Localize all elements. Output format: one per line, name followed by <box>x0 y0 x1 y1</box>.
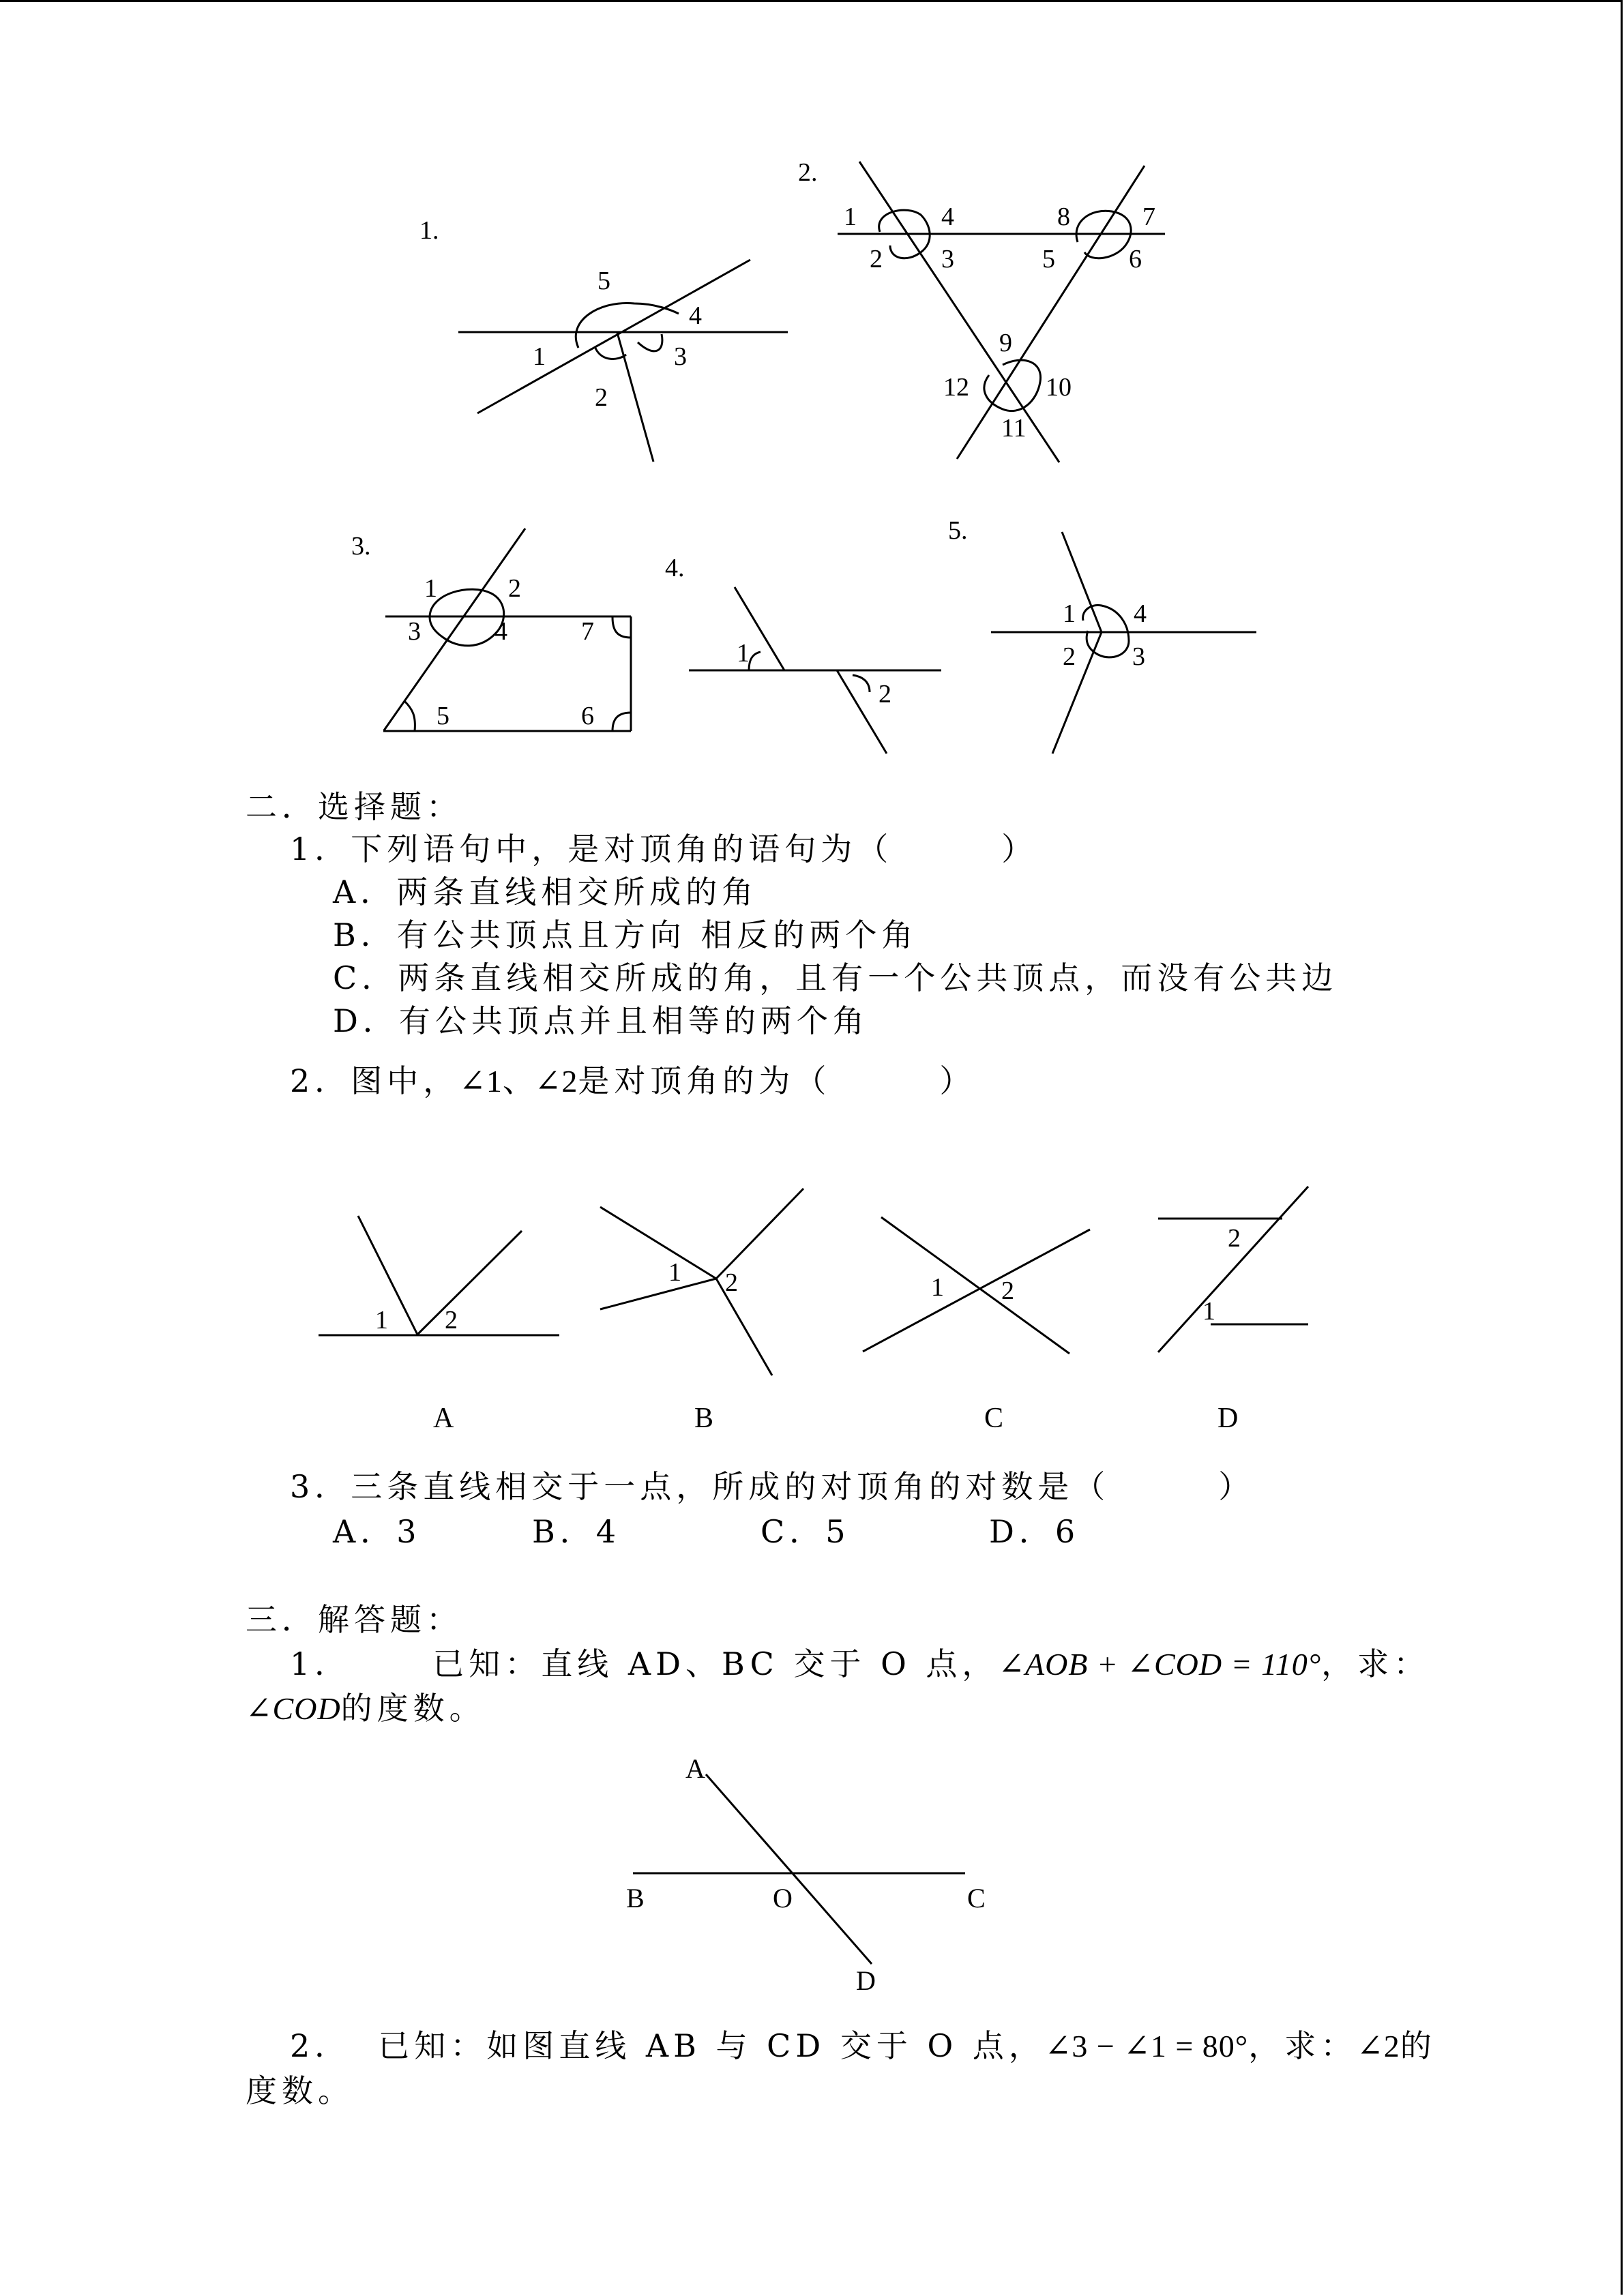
q2-a-label-1: 1 <box>375 1306 388 1335</box>
q2-a-ray-right <box>417 1231 522 1335</box>
s3-q1-label-o: O <box>773 1883 793 1913</box>
s3-q1-line2-math: ∠COD <box>246 1691 341 1726</box>
figure-3-label-3: 3 <box>408 617 421 646</box>
figure-1-ray <box>617 333 653 462</box>
figure-5-label-3: 3 <box>1132 642 1145 671</box>
s3-q1-label-c: C <box>967 1883 986 1913</box>
figure-2-label-4: 4 <box>941 203 954 231</box>
s3-q2-text-a: 已知：如图直线 AB 与 CD 交于 O 点， <box>378 2027 1045 2064</box>
figure-1-arc-3 <box>638 334 662 351</box>
figure-4-label-1: 1 <box>737 639 750 668</box>
figure-4-arc-2 <box>853 675 870 692</box>
s3-q1-text-a: 已知：直线 AD、BC 交于 O 点， <box>432 1645 999 1682</box>
s3-q1-label-b: B <box>626 1883 645 1913</box>
figure-5-number: 5. <box>948 516 968 545</box>
figure-2-label-3: 3 <box>941 245 954 273</box>
figure-3-label-6: 6 <box>581 702 594 730</box>
figure-1-label-5: 5 <box>597 267 610 295</box>
figure-2-number: 2. <box>798 158 818 187</box>
s3-q1-text-b: ，求： <box>1321 1645 1430 1682</box>
figure-2-arc-bottom <box>984 360 1041 411</box>
figure-3-label-4: 4 <box>494 617 507 646</box>
s3-q1-math: ∠AOB + ∠COD = 110° <box>998 1647 1322 1682</box>
figure-3-number: 3. <box>351 532 371 561</box>
s3-q1-label-a: A <box>685 1753 705 1784</box>
q3-option-b: B．4 <box>532 1513 621 1550</box>
s3-q1-label-d: D <box>856 1965 876 1996</box>
q2-d-label-1: 1 <box>1202 1297 1215 1326</box>
section3-heading: 三．解答题： <box>246 1601 462 1638</box>
figure-2-label-12: 12 <box>943 373 969 402</box>
q2-figure-c <box>863 1217 1090 1434</box>
q2-figure-d <box>1158 1187 1308 1434</box>
s3-q2-line1 <box>290 2027 1436 2064</box>
figure-2-label-5: 5 <box>1042 245 1055 273</box>
q2-stem-math: ∠1、∠2 <box>459 1064 578 1099</box>
figure-3-arc-7 <box>612 617 631 638</box>
q1-option-b: B．有公共顶点且方向 相反的两个角 <box>333 916 918 953</box>
figure-3-arc-5 <box>404 701 415 731</box>
figure-2-line-right <box>957 166 1145 459</box>
s3-q1-line-ad <box>706 1774 872 1964</box>
s3-q2-number: 2． <box>290 2027 351 2064</box>
s3-q2-math: ∠3 − ∠1 = 80° <box>1044 2029 1249 2063</box>
figure-2-label-6: 6 <box>1129 245 1142 273</box>
figure-4-arc-1 <box>749 652 761 670</box>
s3-q1-line2-text: 的度数。 <box>340 1690 486 1727</box>
figure-3-arc-intersection <box>430 589 504 646</box>
s3-q2-text-c: 的 <box>1400 2027 1436 2064</box>
q2-stem <box>290 1062 976 1099</box>
q2-figure-a <box>319 1216 559 1434</box>
figure-2-label-2: 2 <box>870 245 883 273</box>
figure-1-line-oblique <box>477 260 750 413</box>
s3-q2-line2: 度数。 <box>246 2072 354 2109</box>
q2-stem-suffix: 是对顶角的为（ ） <box>578 1062 976 1099</box>
q1-stem: 1．下列语句中，是对顶角的语句为（ ） <box>290 831 1038 867</box>
figure-2-label-11: 11 <box>1001 414 1027 443</box>
q2-d-line-oblique <box>1158 1187 1308 1352</box>
s3-q1-line1 <box>290 1645 1430 1682</box>
figure-1 <box>419 216 788 462</box>
q2-stem-prefix: 2．图中， <box>290 1062 460 1099</box>
figure-3 <box>351 528 631 731</box>
figure-1-label-1: 1 <box>533 342 546 371</box>
figure-2-label-9: 9 <box>999 329 1012 357</box>
q3-stem: 3．三条直线相交于一点，所成的对顶角的对数是（ ） <box>290 1468 1255 1505</box>
figure-2-label-1: 1 <box>844 203 857 231</box>
figure-5-label-2: 2 <box>1063 642 1076 671</box>
q2-b-label-2: 2 <box>725 1268 738 1297</box>
q2-c-line-1 <box>881 1217 1069 1354</box>
q2-d-label-2: 2 <box>1228 1224 1241 1253</box>
q3-option-d: D．6 <box>989 1513 1080 1550</box>
figure-4-number: 4. <box>665 554 685 582</box>
s3-q2-math2: ∠2 <box>1357 2029 1400 2063</box>
figure-2-label-7: 7 <box>1142 203 1155 231</box>
q2-c-line-2 <box>863 1229 1090 1352</box>
figure-1-number: 1. <box>419 216 439 245</box>
figure-3-label-5: 5 <box>437 702 449 730</box>
q1-option-a: A．两条直线相交所成的角 <box>333 874 758 910</box>
figure-5 <box>948 516 1256 754</box>
s3-q1-line2 <box>246 1690 486 1727</box>
q2-a-choice-label: A <box>433 1403 454 1434</box>
figure-1-label-3: 3 <box>674 342 687 371</box>
figure-2-label-8: 8 <box>1057 203 1070 231</box>
figure-1-label-4: 4 <box>689 301 702 330</box>
figure-3-arc-6 <box>612 713 631 731</box>
figure-3-label-1: 1 <box>424 574 437 603</box>
q2-c-label-1: 1 <box>931 1273 944 1302</box>
figure-1-label-2: 2 <box>595 383 608 412</box>
q2-a-label-2: 2 <box>445 1306 458 1335</box>
figure-4-label-2: 2 <box>879 680 891 709</box>
figure-4 <box>665 554 941 754</box>
figure-3-label-7: 7 <box>581 617 594 646</box>
q2-b-choice-label: B <box>694 1403 714 1434</box>
figure-2 <box>798 158 1165 462</box>
q2-d-choice-label: D <box>1217 1403 1239 1434</box>
q3-option-a: A．3 <box>333 1513 422 1550</box>
q2-b-label-1: 1 <box>668 1258 681 1287</box>
q2-b-ray-1 <box>600 1207 716 1279</box>
s3-q1-number: 1． <box>290 1645 351 1682</box>
q2-c-choice-label: C <box>984 1403 1004 1434</box>
q2-c-label-2: 2 <box>1001 1277 1014 1305</box>
q3-option-c: C．5 <box>761 1513 851 1550</box>
figure-5-ray-bottom <box>1052 632 1102 754</box>
figure-5-label-4: 4 <box>1134 599 1147 628</box>
figure-3-label-2: 2 <box>508 574 521 603</box>
q2-figure-b <box>600 1189 803 1434</box>
figure-5-label-1: 1 <box>1063 599 1076 628</box>
section2-heading: 二．选择题： <box>246 788 462 825</box>
q2-b-ray-3 <box>716 1189 803 1279</box>
s3-q2-text-b: ，求： <box>1248 2027 1357 2064</box>
q1-option-d: D．有公共顶点并且相等的两个角 <box>333 1002 869 1039</box>
s3-q1-figure <box>626 1753 986 1996</box>
q1-option-c: C．两条直线相交所成的角，且有一个公共顶点，而没有公共边 <box>333 959 1338 996</box>
figure-2-label-10: 10 <box>1046 373 1072 402</box>
q2-b-ray-2 <box>600 1279 716 1309</box>
figure-2-line-left <box>859 162 1059 462</box>
